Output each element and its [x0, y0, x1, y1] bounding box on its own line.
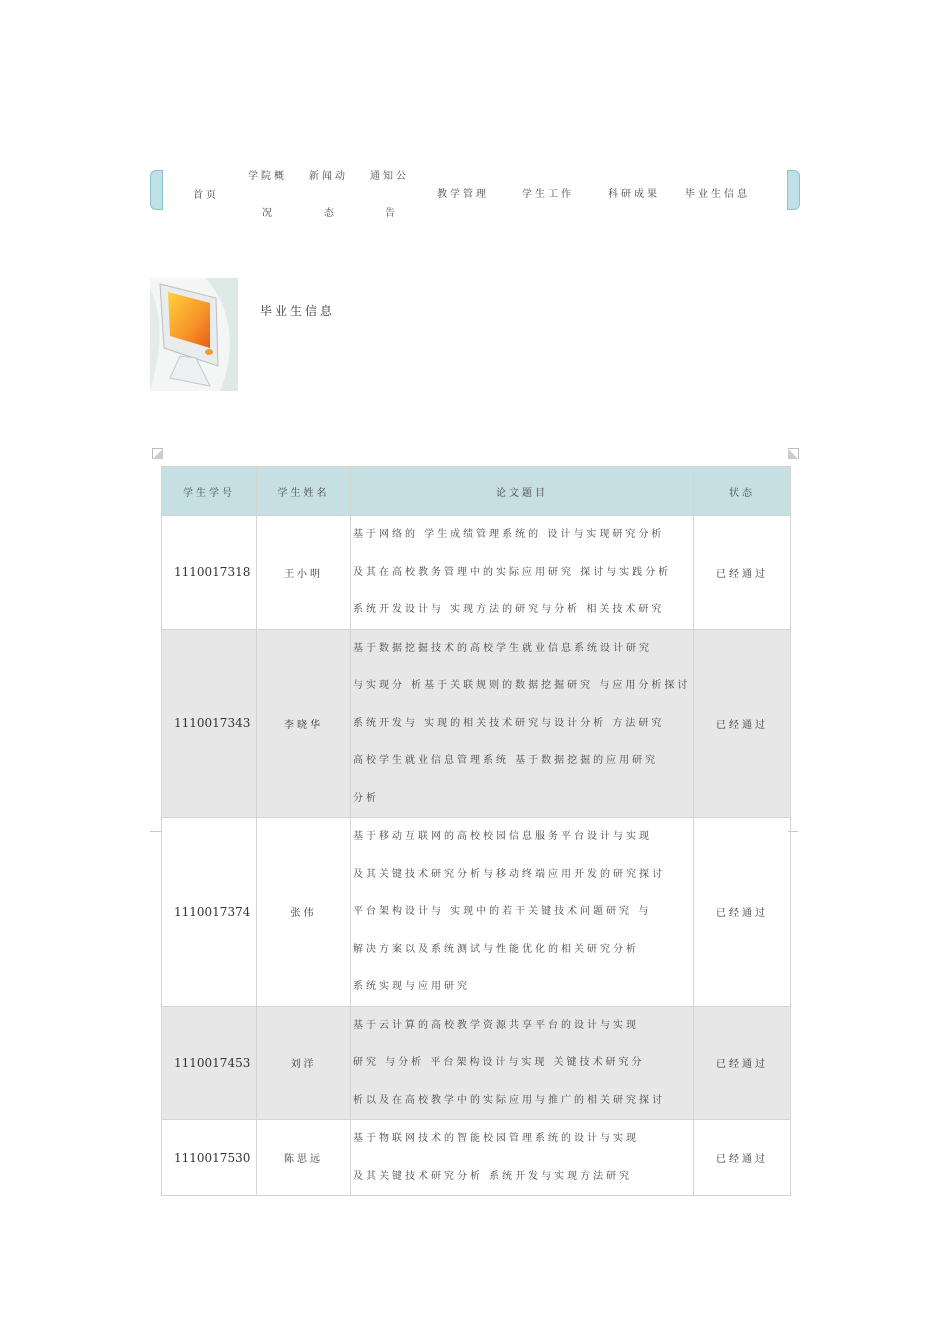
table-row	[162, 1120, 791, 1196]
thesis-line: 高校学生就业信息管理系统 基于数据挖掘的应用研究	[353, 755, 659, 766]
nav-item-teaching[interactable]: 教学管理	[437, 189, 489, 200]
status-badge: 已经通过	[694, 1006, 791, 1120]
thesis-line: 及其在高校教务管理中的实际应用研究 探讨与实践分析	[353, 566, 672, 578]
thesis-title	[351, 629, 694, 818]
nav-right-cap	[787, 170, 800, 210]
thesis-title	[351, 818, 694, 1007]
thesis-line: 基于网络的 学生成绩管理系统的 设计与实现研究分析	[353, 529, 665, 540]
status-badge: 已经通过	[694, 516, 791, 630]
thesis-line: 析以及在高校教学中的实际应用与推广的相关研究探讨	[353, 1094, 665, 1106]
status-badge: 已经通过	[694, 629, 791, 818]
graduates-table	[161, 466, 790, 1196]
thesis-line: 与实现分 析基于关联规则的数据挖掘研究 与应用分析探讨	[353, 680, 691, 691]
nav-item-students[interactable]: 学生工作	[522, 189, 574, 200]
nav-left-cap	[150, 170, 163, 210]
header-student-name: 学生姓名	[257, 467, 351, 516]
thesis-title	[351, 516, 694, 630]
header-student-id: 学生学号	[162, 467, 257, 516]
nav-item-graduates[interactable]: 毕业生信息	[685, 189, 750, 200]
thesis-line: 系统开发设计与 实现方法的研究与分析 相关技术研究	[353, 604, 665, 615]
thesis-title	[351, 1006, 694, 1120]
thesis-line: 基于移动互联网的高校校园信息服务平台设计与实现	[353, 831, 652, 842]
table-row	[162, 1006, 791, 1120]
thesis-line: 系统开发与 实现的相关技术研究与设计分析 方法研究	[353, 717, 665, 729]
status-badge: 已经通过	[694, 1120, 791, 1196]
monitor-icon	[150, 278, 238, 391]
thesis-title	[351, 1120, 694, 1196]
table-row	[162, 818, 791, 1007]
thesis-line: 解决方案以及系统测试与性能优化的相关研究分析	[353, 943, 639, 955]
student-id: 1110017530	[162, 1120, 257, 1196]
section-title: 毕业生信息	[260, 304, 336, 318]
thesis-line: 基于数据挖掘技术的高校学生就业信息系统设计研究	[353, 642, 652, 654]
thesis-line: 基于云计算的高校教学资源共享平台的设计与实现	[353, 1019, 639, 1031]
nav-home[interactable]: 首页	[193, 190, 219, 201]
student-id: 1110017318	[162, 516, 257, 630]
nav-item-notice-tail[interactable]: 告	[385, 208, 395, 219]
thesis-line: 平台架构设计与 实现中的若干关键技术问题研究 与	[353, 906, 652, 917]
student-name: 刘洋	[257, 1006, 351, 1120]
thesis-line: 分析	[353, 792, 379, 804]
frame-corner-top-left	[152, 448, 163, 459]
student-name: 陈思远	[257, 1120, 351, 1196]
thesis-line: 研究 与分析 平台架构设计与实现 关键技术研究分	[353, 1057, 645, 1068]
top-navigation	[150, 170, 800, 219]
student-id: 1110017374	[162, 818, 257, 1007]
student-name: 张伟	[257, 818, 351, 1007]
nav-item-about-tail[interactable]: 况	[262, 208, 272, 219]
table-row	[162, 629, 791, 818]
student-id: 1110017453	[162, 1006, 257, 1120]
header-thesis-title: 论文题目	[351, 467, 694, 516]
frame-corner-top-right	[788, 448, 799, 459]
table-row	[162, 516, 791, 630]
student-id: 1110017343	[162, 629, 257, 818]
thesis-line: 基于物联网技术的智能校园管理系统的设计与实现	[353, 1133, 639, 1144]
thesis-line: 及其关键技术研究分析 系统开发与实现方法研究	[353, 1170, 633, 1182]
nav-item-news-tail[interactable]: 态	[324, 208, 334, 219]
nav-item-about[interactable]: 学院概	[248, 171, 287, 182]
nav-item-research[interactable]: 科研成果	[608, 189, 660, 200]
student-name: 王小明	[257, 516, 351, 630]
student-name: 李晓华	[257, 629, 351, 818]
nav-item-notice[interactable]: 通知公	[370, 171, 409, 182]
table-header-row	[162, 467, 791, 516]
thesis-line: 系统实现与应用研究	[353, 981, 470, 992]
header-status: 状态	[694, 467, 791, 516]
status-badge: 已经通过	[694, 818, 791, 1007]
thesis-line: 及其关键技术研究分析与移动终端应用开发的研究探讨	[353, 868, 665, 880]
nav-item-news[interactable]: 新闻动	[309, 171, 348, 182]
